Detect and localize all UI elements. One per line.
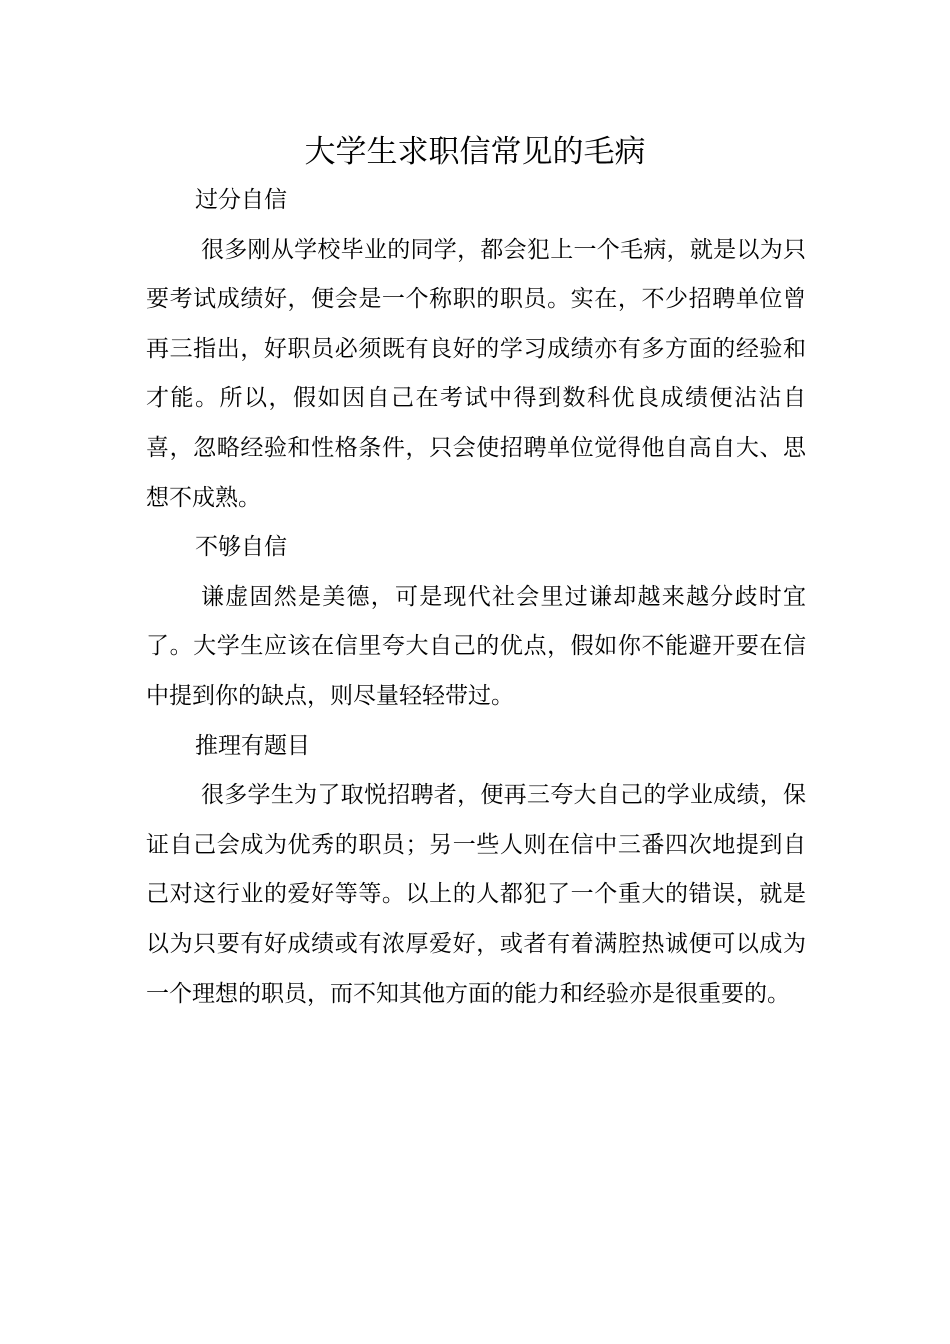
section-paragraph-underconfidence: 谦虚固然是美德，可是现代社会里过谦却越来越分歧时宜了。大学生应该在信里夸大自己的优点，假如你不能避开要在信中提到你的缺点，则尽量轻轻带过。	[146, 583, 806, 709]
document-title: 大学生求职信常见的毛病	[304, 134, 646, 170]
section-heading-reasoning: 推理有题目	[195, 732, 310, 759]
section-paragraph-reasoning: 很多学生为了取悦招聘者，便再三夸大自己的学业成绩，保证自己会成为优秀的职员；另一些人则在信中三番四次地提到自己对这行业的爱好等等。以上的人都犯了一个重大的错误，就是以为只要有好成绩或有浓厚爱好，或者有着满腔热诚便可以成为一个理想的职员，而不知其他方面的能力和经验亦是很重要的。	[146, 782, 806, 1007]
section-paragraph-overconfidence: 很多刚从学校毕业的同学，都会犯上一个毛病，就是以为只要考试成绩好，便会是一个称职的职员。实在，不少招聘单位曾再三指出，好职员必须既有良好的学习成绩亦有多方面的经验和才能。所以，假如因自己在考试中得到数科优良成绩便沾沾自喜，忽略经验和性格条件，只会使招聘单位觉得他自高自大、思想不成熟。	[146, 236, 806, 511]
section-heading-underconfidence: 不够自信	[195, 534, 287, 561]
document-body	[146, 176, 806, 1019]
section-heading-overconfidence: 过分自信	[195, 187, 287, 213]
